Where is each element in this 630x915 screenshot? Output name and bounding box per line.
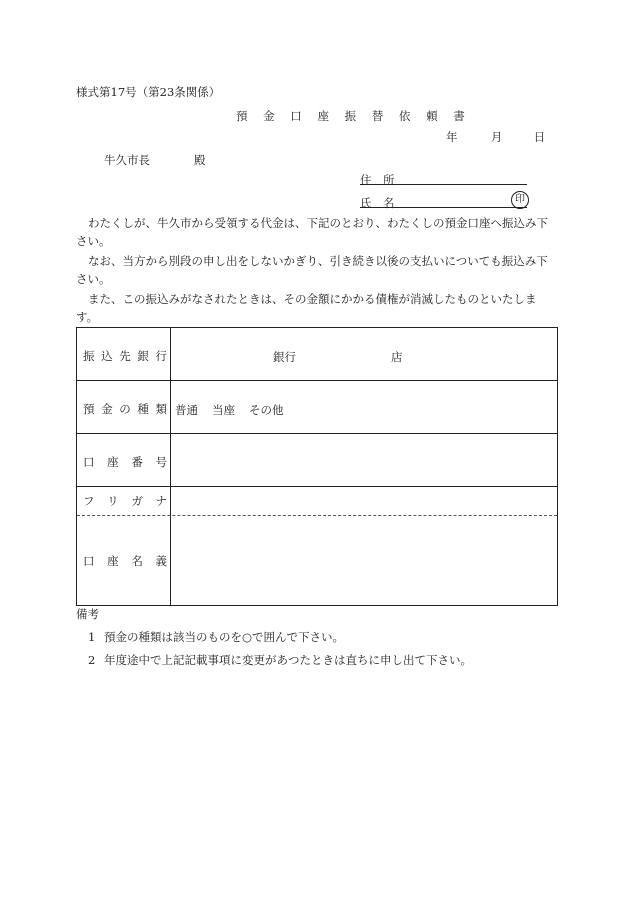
- addressee-name: 牛久市長: [104, 153, 150, 167]
- date-day-label: 日: [533, 130, 546, 144]
- row-label-account-number: 口 座 番 号: [83, 455, 167, 469]
- account-form-table: [76, 327, 558, 606]
- row-divider: [77, 433, 557, 434]
- account-type-option[interactable]: その他: [249, 403, 284, 417]
- row-label-account-holder: 口 座 名 義: [83, 554, 167, 568]
- document-title: 預 金 口 座 振 替 依 頼 書: [236, 109, 471, 123]
- honorific: 殿: [194, 153, 206, 167]
- remarks-title: 備考: [76, 607, 99, 621]
- remarks-note: [88, 629, 344, 645]
- name-field[interactable]: [360, 207, 527, 208]
- addressee: [104, 152, 206, 168]
- row-divider: [77, 486, 557, 487]
- note-number: 2: [88, 653, 96, 667]
- furigana-divider: [77, 515, 557, 516]
- account-type-option[interactable]: 当座: [212, 403, 235, 417]
- address-field[interactable]: [360, 184, 527, 185]
- body-paragraph-2: なお、当方から別段の申し出をしないかぎり、引き続き以後の支払いについても振込み下さい。: [76, 254, 548, 286]
- row-divider: [77, 380, 557, 381]
- note-number: 1: [88, 630, 96, 644]
- date-month-label: 月: [490, 130, 503, 144]
- account-type-options: [175, 402, 298, 418]
- row-label-bank: 振 込 先 銀 行: [83, 349, 167, 363]
- name-label: 氏 名: [360, 196, 395, 210]
- row-label-account-type: 預 金 の 種 類: [83, 402, 167, 416]
- body-paragraph-1: わたくしが、牛久市から受領する代金は、下記のとおり、わたくしの預金口座へ振込み下さい。: [76, 216, 548, 248]
- column-divider: [170, 328, 171, 605]
- note-text: 年度途中で上記記載事項に変更があつたときは直ちに申し出て下さい。: [104, 653, 472, 667]
- row-label-furigana: フ リ ガ ナ: [83, 494, 167, 508]
- seal-mark: 印: [511, 191, 529, 209]
- note-text: 預金の種類は該当のものを○で囲んで下さい。: [104, 630, 345, 644]
- account-type-option[interactable]: 普通: [175, 403, 198, 417]
- bank-label: 銀行: [273, 350, 296, 364]
- form-number: 様式第17号（第23条関係）: [76, 85, 221, 99]
- branch-label: 店: [391, 350, 403, 364]
- body-paragraph-3: また、この振込みがなされたときは、その金額にかかる債権が消滅したものといたします。: [76, 292, 537, 324]
- date-line: [446, 129, 545, 145]
- address-label: 住 所: [360, 173, 395, 187]
- remarks-note: [88, 652, 472, 668]
- date-year-label: 年: [446, 130, 458, 144]
